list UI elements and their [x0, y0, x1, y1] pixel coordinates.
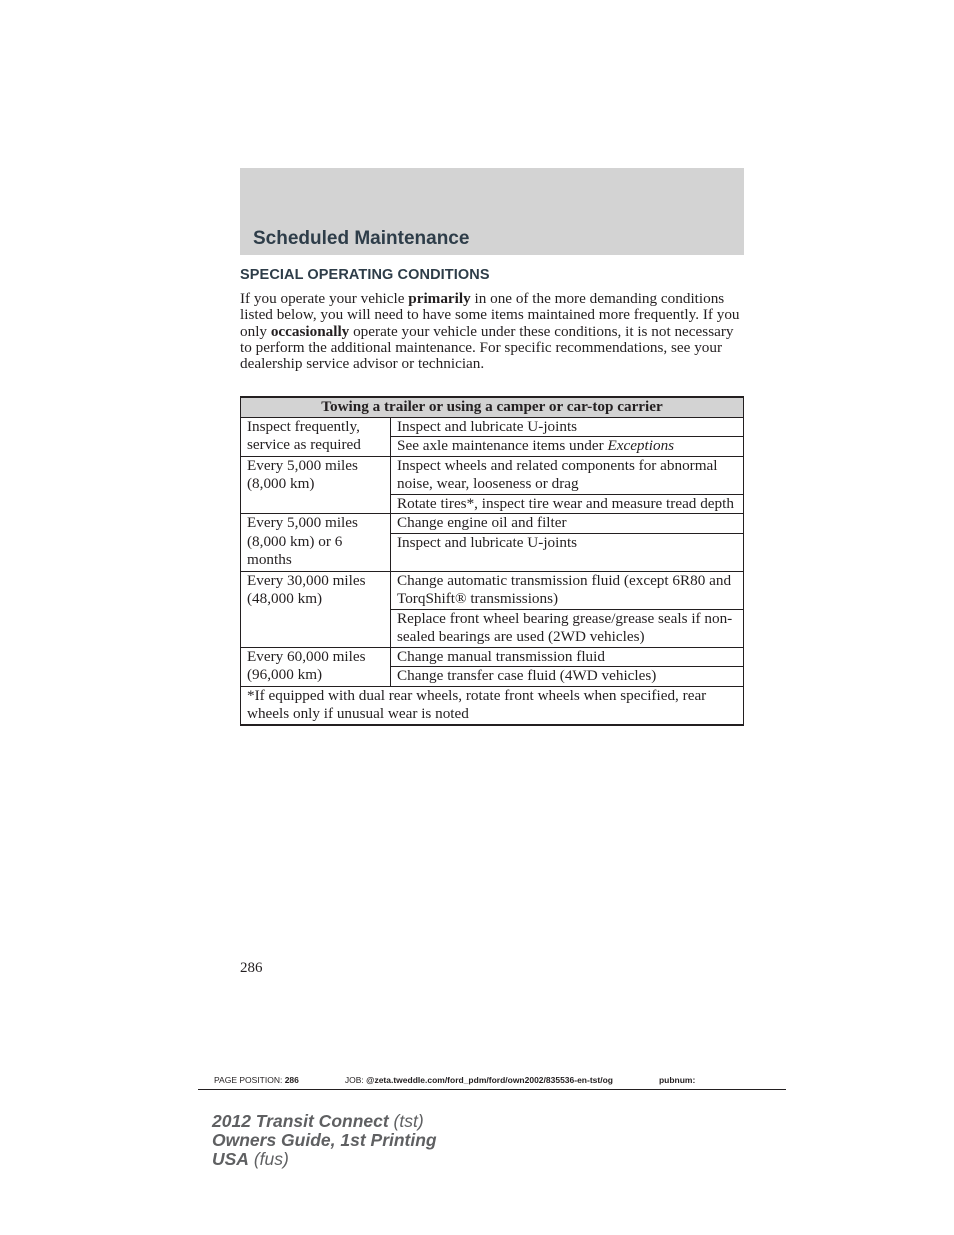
- page-number: 286: [240, 960, 263, 976]
- interval-cell: Every 5,000 miles (8,000 km): [241, 456, 391, 514]
- maintenance-table: [240, 396, 744, 726]
- section-title: Scheduled Maintenance: [253, 228, 470, 249]
- publication-footer: 2012 Transit Connect (tst) Owners Guide, 1st Printing USA (fus): [212, 1111, 437, 1169]
- interval-cell: Every 5,000 miles (8,000 km) or 6 months: [241, 514, 391, 572]
- table-row: [241, 571, 744, 609]
- table-footnote: *If equipped with dual rear wheels, rotate front wheels when specified, rear wheels only if unusual wear is noted: [241, 686, 744, 725]
- interval-cell: Every 30,000 miles (48,000 km): [241, 571, 391, 647]
- interval-cell: Inspect frequently, service as required: [241, 417, 391, 456]
- job-info-line: PAGE POSITION: 286 JOB: @zeta.tweddle.com/ford_pdm/ford/own2002/835536-en-tst/og pubnum:: [214, 1075, 696, 1085]
- service-item: Replace front wheel bearing grease/grease seals if non-sealed bearings are used (2WD vehicles): [391, 609, 744, 647]
- service-item: Inspect and lubricate U-joints: [391, 533, 744, 571]
- service-item: Change manual transmission fluid: [391, 647, 744, 667]
- table-header: Towing a trailer or using a camper or car-top carrier: [241, 397, 744, 417]
- interval-cell: Every 60,000 miles (96,000 km): [241, 647, 391, 686]
- table-row: [241, 417, 744, 437]
- table-row: [241, 514, 744, 534]
- service-item: Inspect wheels and related components for abnormal noise, wear, looseness or drag: [391, 456, 744, 494]
- intro-paragraph: If you operate your vehicle primarily in one of the more demanding conditions listed below, you will need to have some items maintained more frequently. If you only occasionally operate your vehicle under these conditions, it is not necessary to perform the additional maintenance. For specific recommendations, see your dealership service advisor or technician.: [240, 290, 740, 373]
- service-item: Change engine oil and filter: [391, 514, 744, 534]
- service-item: Inspect and lubricate U-joints: [391, 417, 744, 437]
- footer-divider: [198, 1089, 786, 1090]
- sub-heading: SPECIAL OPERATING CONDITIONS: [240, 267, 490, 283]
- table-row: [241, 456, 744, 494]
- service-item: Change automatic transmission fluid (except 6R80 and TorqShift® transmissions): [391, 571, 744, 609]
- service-item: Change transfer case fluid (4WD vehicles): [391, 667, 744, 687]
- service-item: See axle maintenance items under Exceptions: [391, 437, 744, 457]
- service-item: Rotate tires*, inspect tire wear and measure tread depth: [391, 494, 744, 514]
- table-row: [241, 647, 744, 667]
- table-footnote-row: [241, 686, 744, 725]
